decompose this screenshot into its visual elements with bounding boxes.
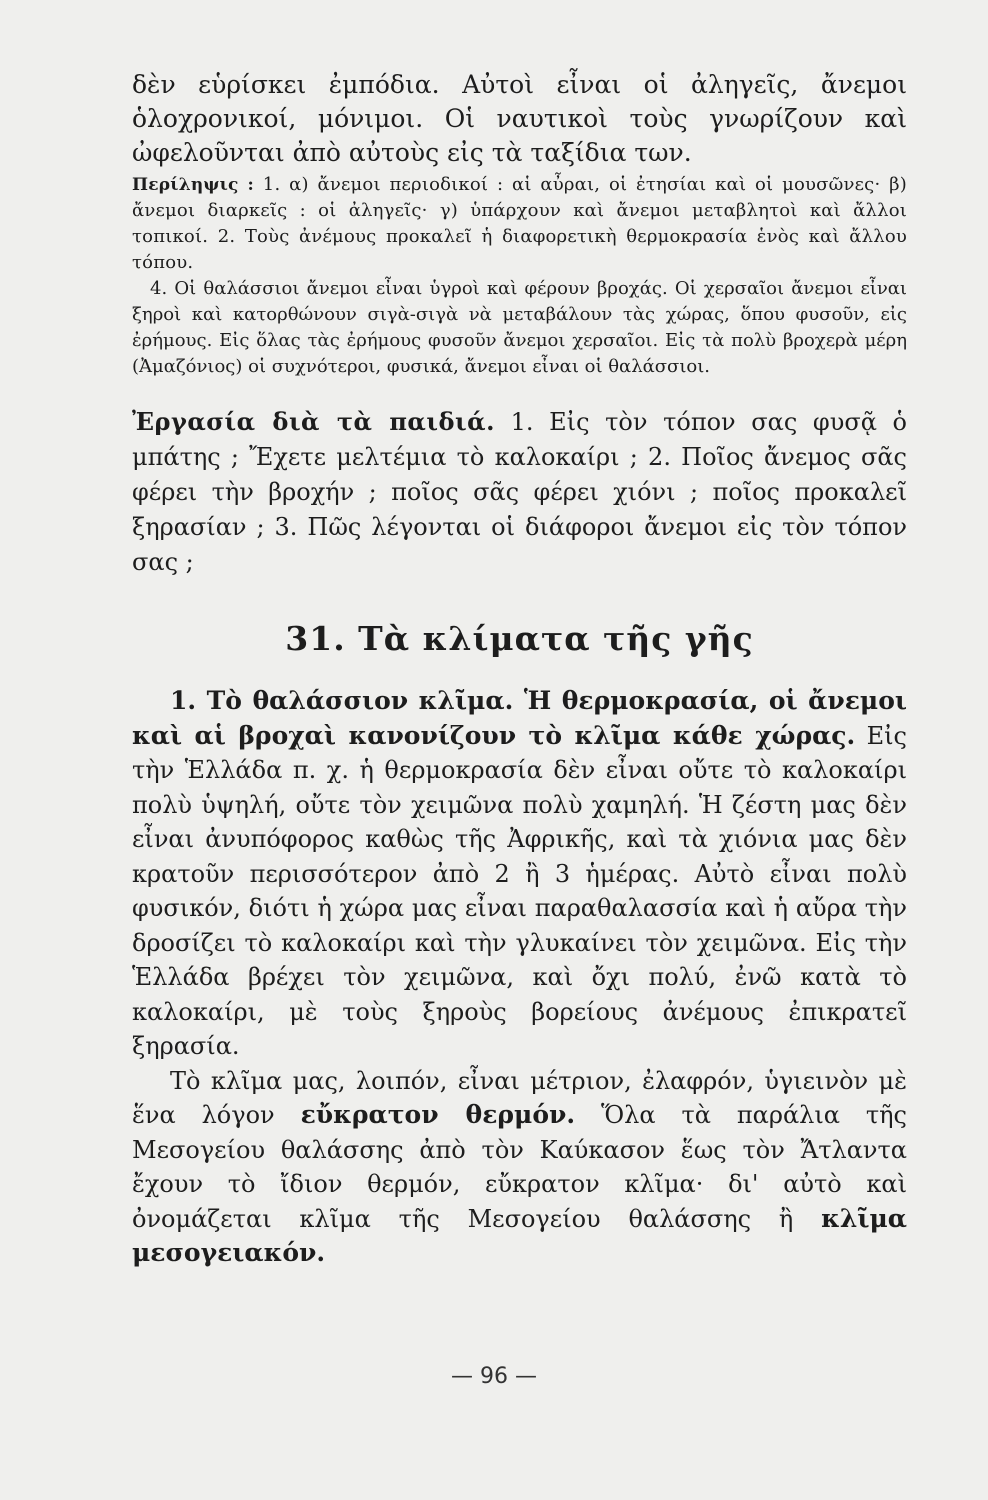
intro-paragraph: δὲν εὑρίσκει ἐμπόδια. Αὐτοὶ εἶναι οἱ ἀληγεῖς, ἄνεμοι ὁλοχρονικοί, μόνιμοι. Οἱ ναυτικοὶ τοὺς γνωρίζουν καὶ ὠφελοῦνται ἀπὸ αὐτοὺς εἰς τὰ ταξίδια των. <box>132 70 907 167</box>
section-p2-bold2: κλῖμα μεσογειακόν. <box>132 1203 907 1267</box>
section-bold-sentence: Ἡ θερμοκρασία, οἱ ἄνεμοι καὶ αἱ βροχαὶ κανονίζουν τὸ κλῖμα κάθε χώρας. <box>132 686 907 750</box>
section-paragraph-2 <box>132 1064 907 1271</box>
work-paragraph <box>132 404 907 580</box>
summary-label: Περίληψις : <box>132 175 255 195</box>
section-p2-bold: εὔκρατον θερμόν. <box>300 1100 576 1129</box>
chapter-title: 31. Τὰ κλίματα τῆς γῆς <box>285 619 754 658</box>
section-heading: 1. Τὸ θαλάσσιον κλῖμα. <box>170 686 514 715</box>
section-climate <box>132 684 907 1271</box>
section-body-1: Εἰς τὴν Ἑλλάδα π. χ. ἡ θερμοκρασία δὲν εἶναι οὔτε τὸ καλοκαίρι πολὺ ὑψηλή, οὔτε τὸν χειμῶνα πολὺ χαμηλή. Ἡ ζέστη μας δὲν εἶναι ἀνυπόφορος καθὼς τῆς Ἀφρικῆς, καὶ τὰ χιόνια μας δὲν κρατοῦν περισσότερον ἀπὸ 2 ἢ 3 ἡμέρας. Αὐτὸ εἶναι πολὺ φυσικόν, διότι ἡ χώρα μας εἶναι παραθαλασσία καὶ ἡ αὔρα τὴν δροσίζει τὸ καλοκαίρι καὶ τὴν γλυκαίνει τὸν χειμῶνα. Εἰς τὴν Ἑλλάδα βρέχει τὸν χειμῶνα, καὶ ὄχι πολύ, ἐνῶ κατὰ τὸ καλοκαίρι, μὲ τοὺς ξηροὺς βορείους ἀνέμους ἐπικρατεῖ ξηρασία. <box>132 721 907 1060</box>
work-label: Ἐργασία διὰ τὰ παιδιά. <box>132 407 495 436</box>
page-body <box>132 68 907 1271</box>
summary-paragraph-1 <box>132 172 907 276</box>
section-paragraph-1 <box>132 684 907 1064</box>
section-p2-a: Τὸ κλῖμα μας, λοιπόν, εἶναι μέτριον, ἐλαφρόν, ὑγιεινὸν μὲ ἕνα λόγον <box>132 1066 907 1129</box>
summary-block <box>132 172 907 380</box>
summary-text-1: 1. α) ἄνεμοι περιοδικοί : αἱ αὖραι, οἱ ἐτησίαι καὶ οἱ μουσῶνες· β) ἄνεμοι διαρκεῖς : οἱ ἀληγεῖς· γ) ὑπάρχουν καὶ ἄνεμοι μεταβλητοὶ καὶ ἄλλοι τοπικοί. 2. Τοὺς ἀνέμους προκαλεῖ ἡ διαφορετικὴ θερμοκρασία ἑνὸς καὶ ἄλλου τόπου. <box>132 174 907 273</box>
work-text: 1. Εἰς τὸν τόπον σας φυσᾷ ὁ μπάτης ; Ἔχετε μελτέμια τὸ καλοκαίρι ; 2. Ποῖος ἄνεμος σᾶς φέρει τὴν βροχήν ; ποῖος σᾶς φέρει χιόνι ; ποῖος προκαλεῖ ξηρασίαν ; 3. Πῶς λέγονται οἱ διάφοροι ἄνεμοι εἰς τὸν τόπον σας ; <box>132 408 908 576</box>
summary-paragraph-2: 4. Οἱ θαλάσσιοι ἄνεμοι εἶναι ὑγροὶ καὶ φέρουν βροχάς. Οἱ χερσαῖοι ἄνεμοι εἶναι ξηροὶ καὶ κατορθώνουν σιγὰ-σιγὰ νὰ μεταβάλουν τὰς χώρας, ὅπου φυσοῦν, εἰς ἐρήμους. Εἰς ὅλας τὰς ἐρήμους φυσοῦν ἄνεμοι χερσαῖοι. Εἰς τὰ πολὺ βροχερὰ μέρη (Ἀμαζόνιος) οἱ συχνότεροι, φυσικά, ἄνεμοι εἶναι οἱ θαλάσσιοι. <box>132 278 907 377</box>
section-p2-b: Ὅλα τὰ παράλια τῆς Μεσογείου θαλάσσης ἀπὸ τὸν Καύκασον ἕως τὸν Ἄτλαντα ἔχουν τὸ ἴδιον θερμόν, εὔκρατον κλῖμα· δι' αὐτὸ καὶ ὀνομάζεται κλῖμα τῆς Μεσογείου θαλάσσης ἢ <box>132 1101 908 1233</box>
page-number: — 96 — <box>451 1364 537 1389</box>
